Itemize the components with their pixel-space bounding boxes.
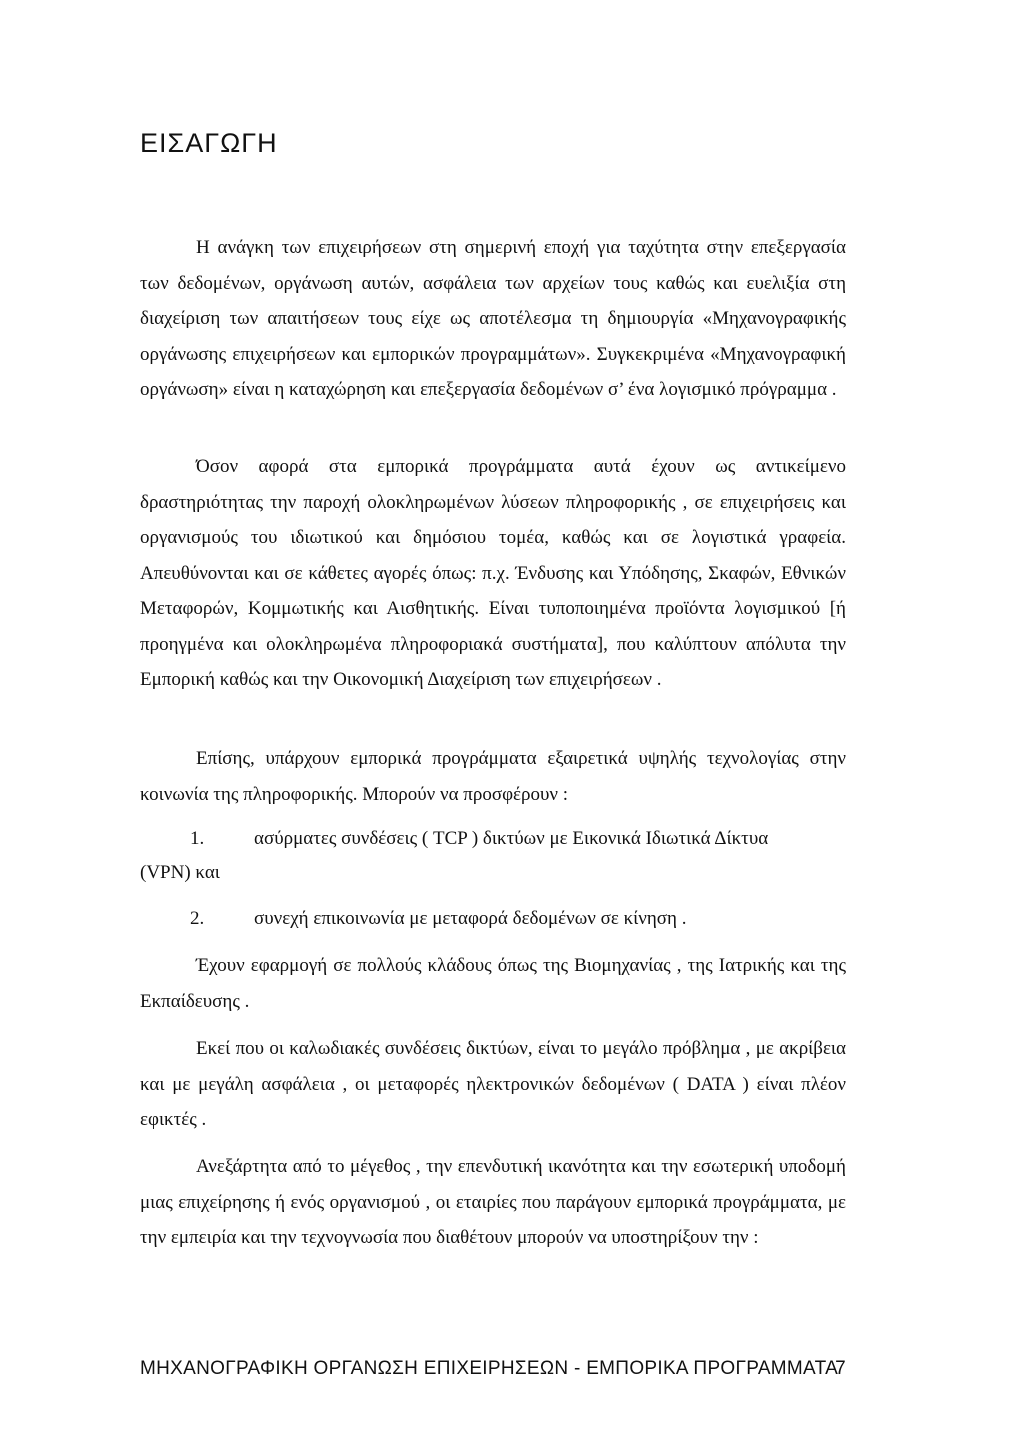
- list-item-1-continuation: (VPN) και: [140, 862, 220, 883]
- list-item-1-text: ασύρματες συνδέσεις ( TCP ) δικτύων με Εικονικά Ιδιωτικά Δίκτυα: [254, 828, 769, 849]
- list-item-1: [190, 828, 768, 850]
- footer-title: ΜΗΧΑΝΟΓΡΑΦΙΚΗ ΟΡΓΑΝΩΣΗ ΕΠΙΧΕΙΡΗΣΕΩΝ - ΕΜΠΟΡΙΚΑ ΠΡΟΓΡΑΜΜΑΤΑ: [140, 1358, 839, 1379]
- list-item-2-number: 2.: [190, 908, 205, 929]
- page-footer: [140, 1358, 846, 1380]
- list-item-1-number: 1.: [190, 828, 205, 849]
- page-number: 7: [835, 1358, 846, 1379]
- section-heading: ΕΙΣΑΓΩΓΗ: [140, 128, 278, 158]
- paragraph-5: Εκεί που οι καλωδιακές συνδέσεις δικτύων, είναι το μεγάλο πρόβλημα , με ακρίβεια και με μεγάλη ασφάλεια , οι μεταφορές ηλεκτρονικών δεδομένων ( DATA ) είναι πλέον εφικτές .: [140, 1038, 846, 1130]
- list-item-2: [190, 908, 686, 930]
- paragraph-6: Ανεξάρτητα από το μέγεθος , την επενδυτική ικανότητα και την εσωτερική υποδομή μιας επιχείρησης ή ενός οργανισμού , οι εταιρίες που παράγουν εμπορικά προγράμματα, με την εμπειρία και την τεχνογνωσία που διαθέτουν μπορούν να υποστηρίξουν την :: [140, 1156, 846, 1248]
- list-item-2-text: συνεχή επικοινωνία με μεταφορά δεδομένων σε κίνηση .: [254, 908, 687, 929]
- paragraph-3: Επίσης, υπάρχουν εμπορικά προγράμματα εξαιρετικά υψηλής τεχνολογίας στην κοινωνία της πληροφορικής. Μπορούν να προσφέρουν :: [140, 748, 846, 805]
- paragraph-1: Η ανάγκη των επιχειρήσεων στη σημερινή εποχή για ταχύτητα στην επεξεργασία των δεδομένων, οργάνωση αυτών, ασφάλεια των αρχείων τους καθώς και ευελιξία στη διαχείριση των απαιτήσεων τους είχε ως αποτέλεσμα τη δημιουργία «Μηχανογραφικής οργάνωσης επιχειρήσεων και εμπορικών προγραμμάτων». Συγκεκριμένα «Μηχανογραφική οργάνωση» είναι η καταχώρηση και επεξεργασία δεδομένων σ’ ένα λογισμικό πρόγραμμα .: [140, 237, 846, 400]
- paragraph-4: Έχουν εφαρμογή σε πολλούς κλάδους όπως της Βιομηχανίας , της Ιατρικής και της Εκπαίδευσης .: [140, 955, 846, 1012]
- paragraph-2: Όσον αφορά στα εμπορικά προγράμματα αυτά έχουν ως αντικείμενο δραστηριότητας την παροχή ολοκληρωμένων λύσεων πληροφορικής , σε επιχειρήσεις και οργανισμούς του ιδιωτικού και δημόσιου τομέα, καθώς και σε λογιστικά γραφεία. Απευθύνονται και σε κάθετες αγορές όπως: π.χ. Ένδυσης και Υπόδησης, Σκαφών, Εθνικών Μεταφορών, Κομμωτικής και Αισθητικής. Είναι τυποποιημένα προϊόντα λογισμικού [ή προηγμένα και ολοκληρωμένα πληροφοριακά συστήματα], που καλύπτουν απόλυτα την Εμπορική καθώς και την Οικονομική Διαχείριση των επιχειρήσεων .: [140, 456, 846, 690]
